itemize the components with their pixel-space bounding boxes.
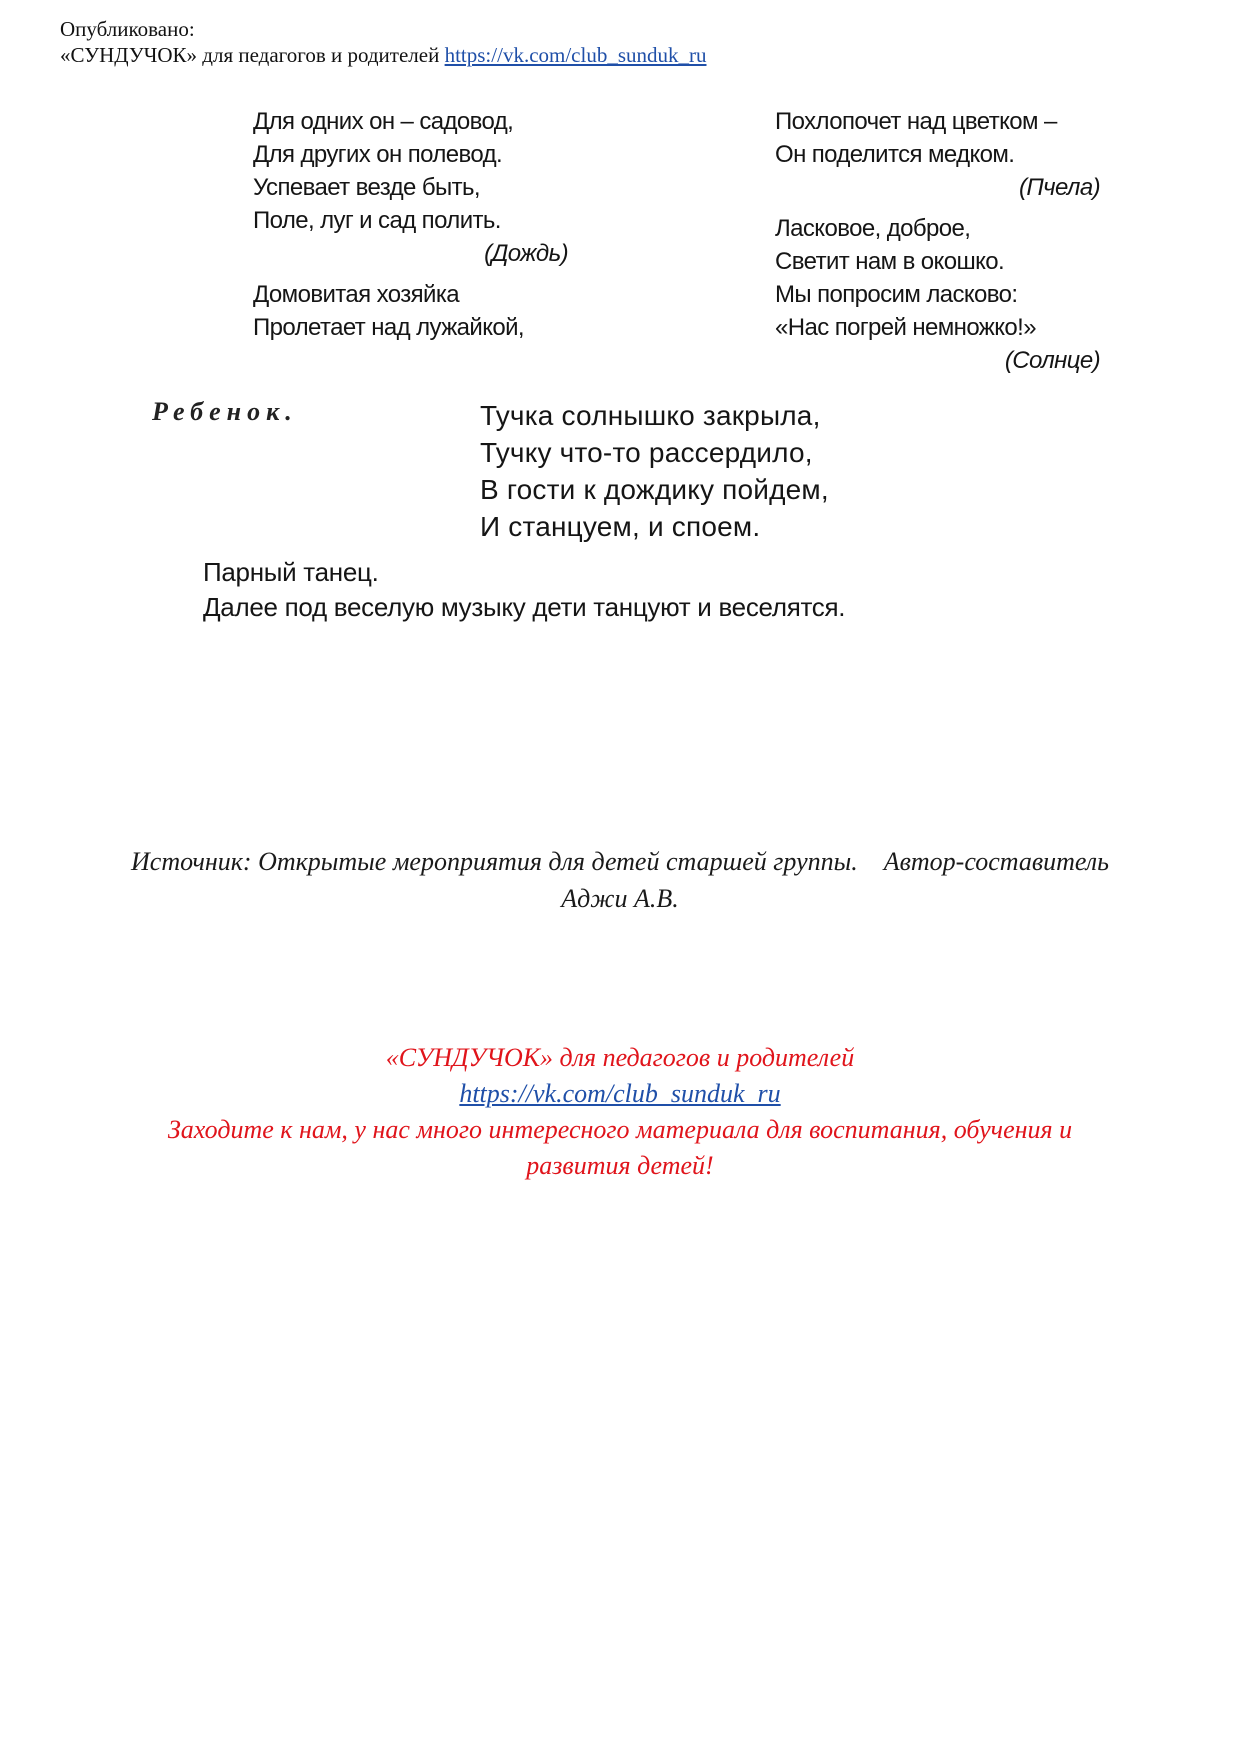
poem-line: Домовитая хозяйка — [253, 281, 459, 308]
poem-line: «Нас погрей немножко!» — [775, 314, 1036, 341]
promo-vk-link[interactable]: https://vk.com/club_sunduk_ru — [459, 1079, 781, 1108]
publication-header — [60, 16, 707, 68]
riddle-answer-bee: (Пчела) — [1018, 174, 1100, 201]
verse-line: Тучку что-то рассердило, — [480, 437, 813, 468]
child-verse — [480, 397, 829, 545]
header-site-name: «СУНДУЧОК» для педагогов и родителей — [60, 43, 440, 67]
verse-line: И станцуем, и споем. — [480, 511, 761, 542]
stage-direction — [203, 555, 845, 625]
stanza-gap — [253, 270, 568, 278]
riddle-answer-sun: (Солнце) — [1004, 347, 1100, 374]
riddles-right-column — [775, 105, 1100, 377]
dance-description: Далее под веселую музыку дети танцуют и веселятся. — [203, 592, 846, 622]
verse-line: Тучка солнышко закрыла, — [480, 400, 821, 431]
speaker-label-child: Ребенок. — [152, 397, 298, 426]
poem-line: Для одних он – садовод, — [253, 108, 514, 135]
verse-line: В гости к дождику пойдем, — [480, 474, 829, 505]
header-site-line — [60, 42, 707, 68]
poem-line: Светит нам в окошко. — [775, 248, 1005, 275]
poem-line: Ласковое, доброе, — [775, 215, 971, 242]
poem-line: Мы попросим ласково: — [775, 281, 1018, 308]
source-line-1: Источник: Открытые мероприятия для детей старшей группы. Автор-составитель — [131, 847, 1109, 876]
poem-line: Для других он полевод. — [253, 141, 503, 168]
source-author: Аджи А.В. — [561, 884, 679, 913]
poem-line: Похлопочет над цветком – — [775, 108, 1057, 135]
header-vk-link[interactable]: https://vk.com/club_sunduk_ru — [444, 43, 707, 67]
promo-line-3: развития детей! — [526, 1151, 714, 1180]
promo-footer — [40, 1040, 1200, 1184]
dance-title: Парный танец. — [203, 557, 379, 587]
promo-line-1 — [40, 1040, 1200, 1112]
poem-line: Успевает везде быть, — [253, 174, 480, 201]
stanza-gap — [775, 204, 1100, 212]
riddle-answer-rain: (Дождь) — [484, 240, 568, 267]
promo-site-name: «СУНДУЧОК» для педагогов и родителей — [385, 1043, 855, 1072]
riddles-left-column — [253, 105, 568, 344]
poem-line: Пролетает над лужайкой, — [253, 314, 525, 341]
poem-line: Поле, луг и сад полить. — [253, 207, 501, 234]
published-label: Опубликовано: — [60, 17, 195, 41]
source-citation — [40, 843, 1200, 917]
promo-line-2: Заходите к нам, у нас много интересного материала для воспитания, обучения и — [167, 1115, 1073, 1144]
poem-line: Он поделится медком. — [775, 141, 1015, 168]
